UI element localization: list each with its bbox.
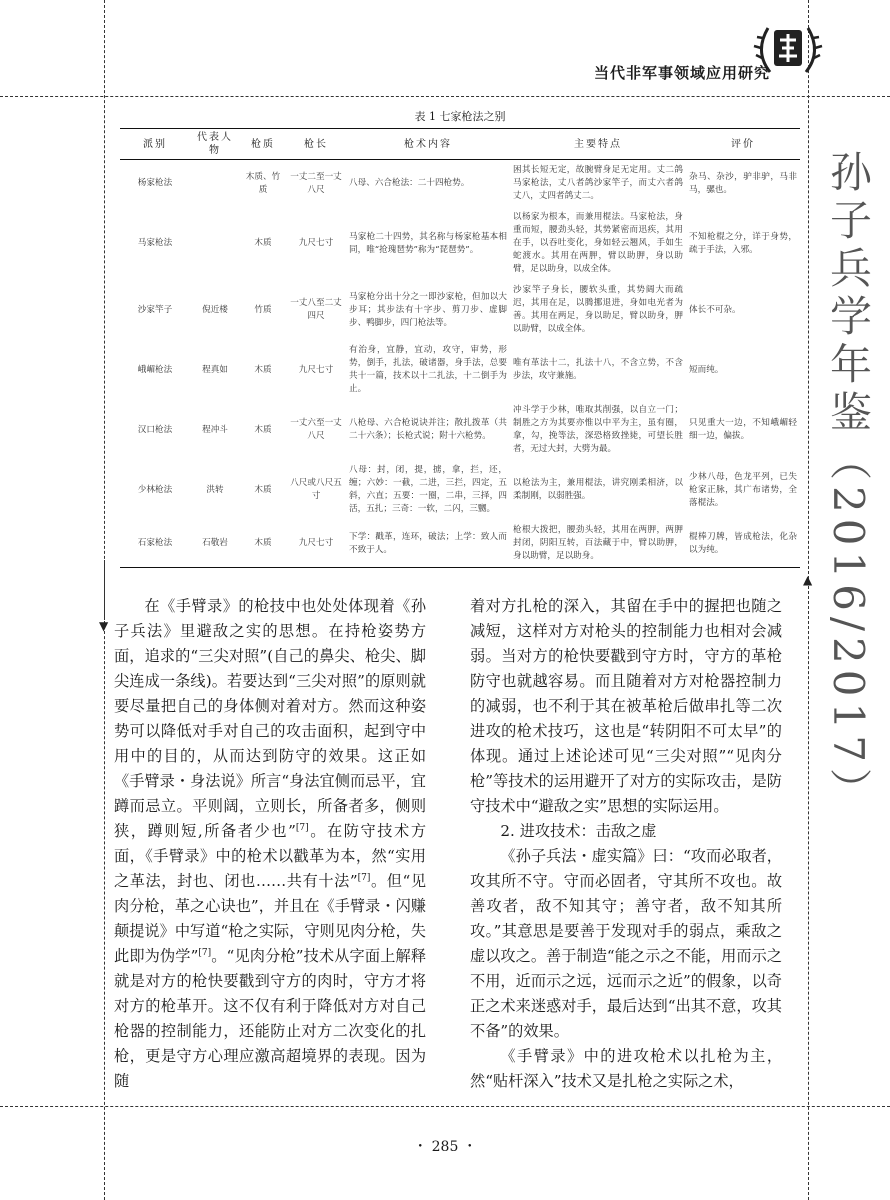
table-cell-content: 下学：戳革，连环，破法；上学：致人而不致于人。 [346, 520, 510, 568]
table-header: 枪质 [240, 129, 286, 160]
table-caption: 表 1 七家枪法之别 [414, 110, 506, 123]
table-cell-material: 木质 [254, 424, 272, 435]
citation: [7] [357, 872, 371, 883]
table-cell-length: 九尺七寸 [298, 238, 334, 248]
table-cell-evaluation: 杂马、杂沙，驴非驴，马非马，骡也。 [689, 171, 797, 195]
table-header: 评价 [686, 129, 800, 160]
yearbook-title: 孙子兵学年鉴（2016/2017） [824, 150, 873, 816]
table-header: 枪长 [286, 129, 346, 160]
table-row [120, 280, 800, 340]
table-row [120, 400, 800, 460]
margin-arrow-left-icon: ▼ [99, 619, 109, 633]
body-column-right [470, 594, 782, 1094]
margin-rule-left [104, 560, 105, 620]
table-cell-content: 马家枪二十四势，其名称与杨家枪基本相同，唯“抢瑰琶势”称为“琵琶势”。 [349, 231, 507, 255]
table-cell-person: 程真如 [202, 364, 228, 375]
body-column-left [114, 594, 426, 1094]
table-cell-evaluation: 体长不可杂。 [689, 304, 741, 315]
paragraph: 《手臂录》中的进攻枪术以扎枪为主，然“贴杆深入”技术又是扎枪之实际之术， [470, 1047, 782, 1090]
table-cell-evaluation: 少林八母，色龙平列，已失枪家正脉，其广布诸势，全落棍法。 [689, 471, 797, 508]
table-cell-school: 少林枪法 [137, 484, 173, 495]
paragraph: 着对方扎枪的深入，其留在手中的握把也随之减短，这样对方对枪头的控制能力也相对会减弱。当对方的枪快要戳到守方时，守方的革枪防守也就越容易。而且随着对方对枪器控制力的减弱，也不利于其在被革枪后做串扎等二次进攻的枪术技巧，这也是“转阴阳不可太早”的体现。通过上述论述可见“三尖对照”“见肉分枪”等技术的运用避开了对方的实际攻击，是防守技术中“避敌之实”思想的实际运用。 [470, 597, 782, 815]
table-cell-features: 沙家竿子身长，腰软头重，其势阔大而疏迟，其用在足，以腾挪退进，身如电光者为善。其用在两足，身以助足，臂以助身，胛以助臂，以成全体。 [513, 285, 683, 334]
table-header-row [120, 129, 800, 160]
table-cell-features: 枪根大拨把，腰劲头轻，其用在两胛，两胛封闭，阴阳互转，百法藏于中，臂以助胛，身以助臂，足以助身。 [510, 520, 686, 568]
table-cell-content: 八母：封，闭，提，掳，拿，拦，还，缠；六妙：一截，二进，三拦，四定，五斜，六直；五要：一圈，二串，三择，四活，五扎；三奇：一软，二闪，三嬲。 [349, 465, 507, 514]
table-header: 主要特点 [510, 129, 686, 160]
table-cell-material: 木质 [254, 484, 272, 495]
spear-schools-table [120, 128, 800, 568]
citation: [7] [295, 822, 309, 833]
table-row [120, 340, 800, 400]
table-cell-material: 木质 [254, 364, 272, 375]
table-cell-material: 竹质 [254, 304, 272, 315]
table-cell-person [190, 207, 240, 280]
table-cell-length: 九尺七寸 [298, 364, 334, 375]
table-cell-content: 有治身，宜静，宜动，攻守，审势，形势，倒手，扎法，破诸器，身手法，总要共十一篇，技术以十二扎法，十二倒手为止。 [349, 345, 507, 394]
table-header: 代表人物 [190, 129, 240, 160]
table-cell-person: 洪转 [206, 484, 224, 495]
paragraph: 《孙子兵法・虚实篇》曰：“攻而必取者，攻其所不守。守而必固者，守其所不攻也。故善攻者，敌不知其守；善守者，敌不知其所攻。”其意思是要善于发现对手的弱点，乘敌之虚以攻之。善于制造“能之示之不能，用而示之不用，近而示之远，远而示之近”的假象，以奇正之术来迷惑对手，最后达到“出其不意，攻其不备”的效果。 [470, 847, 782, 1040]
table-header: 派别 [120, 129, 190, 160]
table-cell-length: 八尺或八尺五寸 [290, 478, 342, 501]
citation: [7] [198, 947, 212, 958]
table-cell-school: 杨家枪法 [137, 178, 173, 188]
table-cell-content: 马家枪分出十分之一即沙家枪，但加以大步耳；其步法有十字步、剪刀步、虚脚步、鸭脚步，四门枪法等。 [349, 291, 507, 328]
table-row [120, 160, 800, 208]
table-cell-length: 九尺七寸 [286, 520, 346, 568]
table-cell-length: 一丈六至一丈八尺 [290, 418, 342, 441]
table-cell-features: 以杨家为根本，而兼用棍法。马家枪法，身重而短，腰劲头轻，其势紧密而迅疾，其用在手，以吞吐变化，身如轻云翘风，手如生蛇渡水。其用在两胛，臂以助胛，身以助臂，足以助身，以成全体。 [513, 212, 683, 274]
table-cell-material: 木质 [254, 238, 272, 248]
table-cell-features: 以枪法为主，兼用棍法，讲究刚柔相济，以柔制刚，以弱胜强。 [513, 478, 683, 501]
table-cell-school: 汉口枪法 [137, 424, 173, 435]
table-cell-person: 程冲斗 [202, 424, 228, 435]
crop-line-top [0, 96, 890, 97]
table-cell-evaluation: 棍棒刀牌，皆成枪法，化杂以为纯。 [686, 520, 800, 568]
margin-arrow-right-icon: ▲ [803, 573, 813, 587]
page-number: ・ 285 ・ [413, 1139, 477, 1155]
table-cell-evaluation: 短而纯。 [689, 364, 724, 375]
table-cell-person: 倪近楼 [202, 304, 228, 315]
paragraph: 在《手臂录》的枪技中也处处体现着《孙子兵法》里避敌之实的思想。在持枪姿势方面，追求的“三尖对照”(自己的鼻尖、枪尖、脚尖连成一条线)。若要达到“三尖对照”的原则就要尽量把自己的身体侧对着对方。然而这种姿势可以降低对手对自己的攻击面积，起到守中用中的目的，从而达到防守的效果。这正如《手臂录・身法说》所言“身法宜侧而忌平，宜蹲而忌立。平则阔，立则长，所备者多，侧则狭，蹲则短,所备者少也”[7]。在防守技术方面，《手臂录》中的枪术以戳革为本，然“实用之革法，封也、闭也……共有十法”[7]。但“见肉分枪，革之心诀也”，并且在《手臂录・闪赚颠提说》中写道“枪之实际，守则见肉分枪，失此即为伪学”[7]。“见肉分枪”技术从字面上解释就是对方的枪快要戳到守方的肉时，守方才将对方的枪革开。这不仅有利于降低对方对自己枪器的控制能力，还能防止对方二次变化的扎枪，更是守方心理应激高超境界的表现。因为随 [114, 597, 427, 1090]
table-cell-person: 石敬岩 [190, 520, 240, 568]
table-cell-evaluation: 只见重大一边，不知峨嵋轻细一边，偏拔。 [689, 418, 797, 441]
section-subheading: 2. 进攻技术：击敌之虚 [500, 822, 657, 840]
table-header: 枪术内容 [346, 129, 510, 160]
table-row [120, 460, 800, 520]
crop-line-bottom [0, 1106, 890, 1107]
table-cell-length: 一丈二至一丈八尺 [290, 171, 342, 195]
table-cell-material: 木质 [240, 520, 286, 568]
table-cell-school: 峨嵋枪法 [137, 364, 173, 375]
table-cell-content: 八母、六合枪法：二十四枪势。 [349, 178, 470, 188]
crop-line-right [808, 0, 809, 1200]
table-cell-school: 马家枪法 [137, 238, 173, 248]
table-row [120, 520, 800, 568]
table-cell-school: 沙家竿子 [137, 304, 173, 315]
running-head: 当代非军事领域应用研究 [593, 64, 770, 82]
table-cell-school: 石家枪法 [120, 520, 190, 568]
table-cell-length: 一丈八至二丈四尺 [290, 298, 342, 321]
table-cell-content: 八枪母、六合枪说诀并注；散扎拨革（共二十六条）；长枪式说；附十六枪势。 [349, 418, 507, 441]
table-cell-features: 唯有革法十二，扎法十八，不含立势，不含步法，攻守兼施。 [513, 358, 683, 381]
table-cell-person [190, 160, 240, 208]
table-cell-material: 木质、竹质 [245, 171, 281, 195]
table-cell-features: 冲斗学于少林，唯取其削强，以自立一门；制胜之方为其要亦惟以中平为主，虽有圈，拿，勾，挽等法，深恐格致挫毙，可望长胜者，无过大封，大劈为最。 [513, 405, 683, 454]
table-row [120, 207, 800, 280]
table-cell-evaluation: 不知枪棍之分，详于身势，疏于手法，入邪。 [689, 231, 797, 255]
table-cell-features: 困其长短无定，故腕臂身足无定用。丈二鸽马家枪法，丈八者鸽沙家竿子，而丈六者鸽丈八，丈四者鸽丈二。 [513, 165, 683, 201]
